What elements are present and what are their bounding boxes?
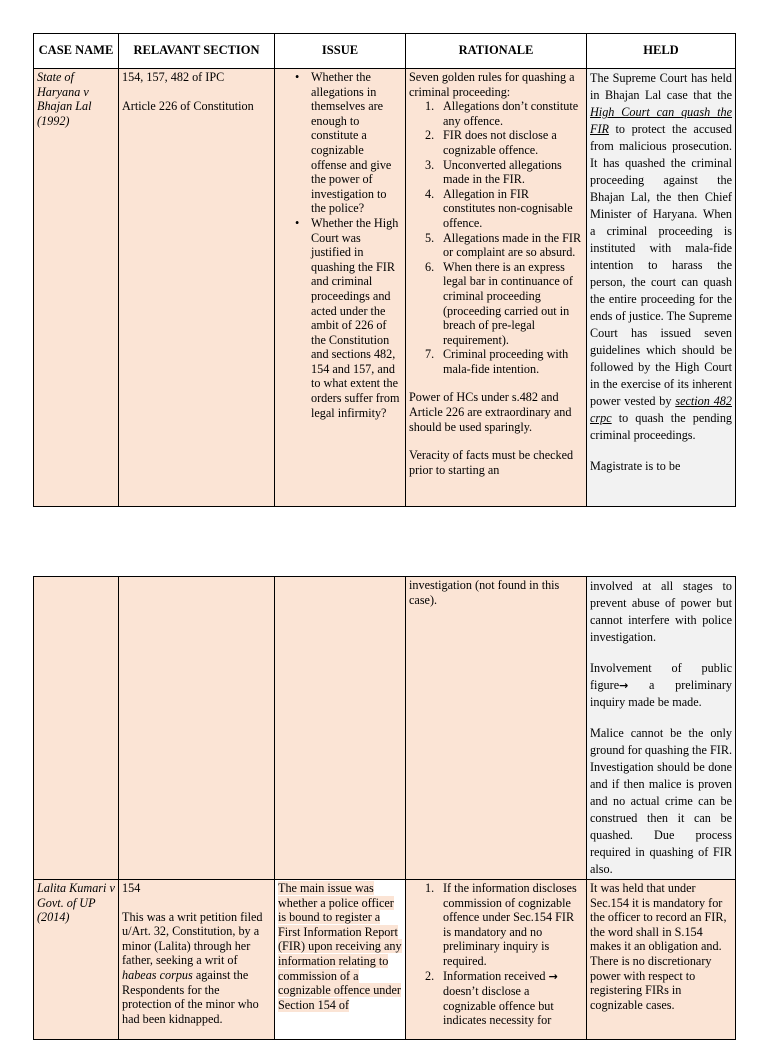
- list-item: 1. If the information discloses commission of cognizable offence under Sec.154 FIR is mandatory and no preliminary inquiry is required.: [425, 881, 577, 968]
- section-cell: [119, 577, 275, 880]
- header-case-name: CASE NAME: [34, 34, 119, 69]
- held-paragraph: Involvement of public figure→ a preliminary inquiry made be made.: [590, 661, 732, 709]
- case-name-cell: Lalita Kumari v Govt. of UP (2014): [34, 880, 119, 1040]
- golden-rules-list: [409, 99, 583, 376]
- rationale-paragraph: Power of HCs under s.482 and Article 226 are extraordinary and should be used sparingly.: [409, 390, 572, 434]
- rationale-cell: [406, 69, 587, 507]
- rationale-list: [409, 881, 583, 1028]
- header-row: [34, 34, 736, 69]
- case-table-part-1: [33, 33, 736, 507]
- list-item: 7. Criminal proceeding with mala-fide intention.: [425, 347, 569, 376]
- section-line: Article 226 of Constitution: [122, 98, 254, 113]
- list-item: • Whether the allegations in themselves are enough to constitute a cognizable offense and give the power of investigation to the police?: [311, 70, 402, 216]
- list-item: 4. Allegation in FIR constitutes non-cognisable offence.: [425, 186, 573, 230]
- case-name-cell: State of Haryana v Bhajan Lal (1992): [34, 69, 119, 507]
- list-item: 5. Allegations made in the FIR or complaint are so absurd.: [425, 230, 582, 260]
- list-item: 1. Allegations don’t constitute any offence.: [425, 99, 579, 128]
- right-arrow-icon: →: [619, 679, 629, 692]
- rationale-cell: [406, 880, 587, 1040]
- right-arrow-icon: →: [548, 969, 558, 983]
- section-cell: [119, 69, 275, 507]
- list-item: 2. FIR does not disclose a cognizable offence.: [425, 128, 557, 157]
- section-line: 154: [122, 881, 141, 895]
- rationale-paragraph: Veracity of facts must be checked prior to starting an: [409, 448, 574, 477]
- held-paragraph: involved at all stages to prevent abuse of power but cannot interfere with police investigation.: [590, 579, 732, 644]
- list-item: 3. Unconverted allegations made in the FIR.: [425, 157, 562, 187]
- high-court-link[interactable]: High Court can quash the FIR: [590, 105, 732, 136]
- held-paragraph: Malice cannot be the only ground for quashing the FIR. Investigation should be done and if then malice is proven and no actual crime can be construed then it can be quashed. Due process required in quashing of FIR also.: [590, 726, 732, 876]
- list-item: 2. Information received → doesn’t disclose a cognizable offence but indicates necessity for: [425, 968, 558, 1028]
- section-line: 154, 157, 482 of IPC: [122, 70, 225, 84]
- section-cell: [119, 880, 275, 1040]
- case-table-part-2: [33, 576, 736, 1040]
- list-item: 6. When there is an express legal bar in continuance of criminal proceeding (proceeding carried out in breach of pre-legal requirement).: [425, 259, 573, 347]
- header-rationale: RATIONALE: [406, 34, 587, 69]
- issue-cell: [275, 880, 406, 1040]
- issue-cell: [275, 577, 406, 880]
- issue-list: [275, 70, 402, 420]
- issue-text: The main issue was whether a police officer is bound to register a First Information Report (FIR) upon receiving any information relating to commission of a cognizable offence under Section 154 of: [278, 881, 402, 1012]
- held-cell: It was held that under Sec.154 it is mandatory for the officer to record an FIR, the word shall in S.154 makes it an obligation and. There is no discretionary power with respect to registering FIRs in cognizable cases.: [587, 880, 736, 1040]
- section-paragraph: This was a writ petition filed u/Art. 32, Constitution, by a minor (Lalita) through her father, seeking a writ of habeas corpus against the Respondents for the protection of the minor who had been kidnapped.: [122, 909, 263, 1026]
- table-row-bhajan-lal: [34, 69, 736, 507]
- list-item: • Whether the High Court was justified in quashing the FIR and criminal proceedings and acted under the ambit of 226 of the Constitution and sections 482, 154 and 157, and to what extent the orders suffer from legal infirmity?: [311, 216, 402, 420]
- case-name-cell: [34, 577, 119, 880]
- held-cell: [587, 69, 736, 507]
- held-cell: [587, 577, 736, 880]
- header-relevant-section: RELAVANT SECTION: [119, 34, 275, 69]
- section-482-crpc-link[interactable]: section 482 crpc: [590, 394, 732, 425]
- rationale-intro: Seven golden rules for quashing a criminal proceeding:: [409, 70, 575, 99]
- held-paragraph: Magistrate is to be: [590, 459, 681, 473]
- rationale-cell: investigation (not found in this case).: [406, 577, 587, 880]
- table-row-bhajan-lal-continued: [34, 577, 736, 880]
- header-held: HELD: [587, 34, 736, 69]
- held-paragraph: The Supreme Court has held in Bhajan Lal case that the High Court can quash the FIR to protect the accused from malicious prosecution. It has quashed the criminal proceeding against the Bhajan Lal, the then Chief Minister of Haryana. When a criminal proceeding is instituted with mala-fide intention to harass the person, the court can quash the entire proceeding for the ends of justice. The Supreme Court has issued seven guidelines which should be followed by the High Court in the exercise of its inherent power vested by section 482 crpc to quash the pending criminal proceedings.: [590, 71, 733, 442]
- issue-cell: [275, 69, 406, 507]
- header-issue: ISSUE: [275, 34, 406, 69]
- table-row-lalita-kumari: [34, 880, 736, 1040]
